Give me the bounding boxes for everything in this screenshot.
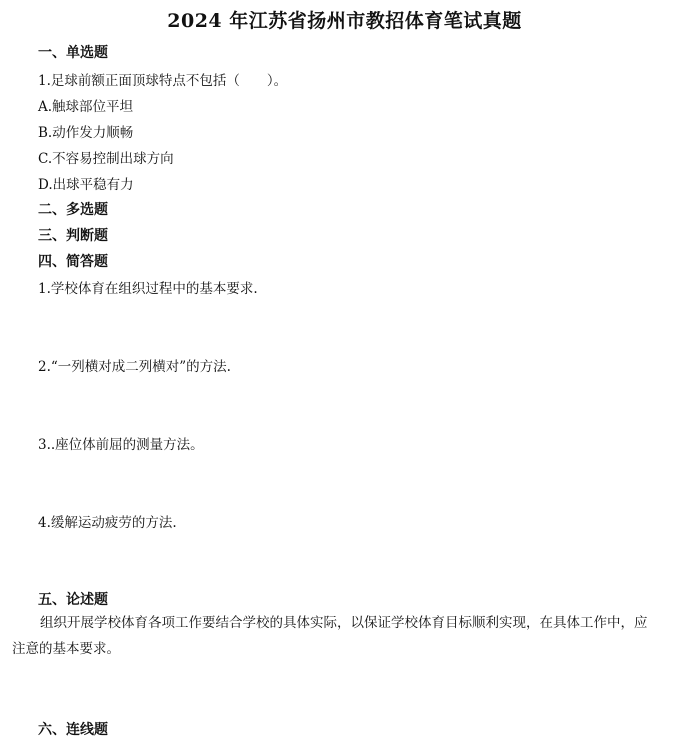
short-answer-question-1: 1.学校体育在组织过程中的基本要求. <box>38 281 258 297</box>
section-heading-multiple-choice: 二、多选题 <box>38 202 108 218</box>
section-heading-short-answer: 四、简答题 <box>38 254 108 270</box>
option-a: A.触球部位平坦 <box>38 99 134 115</box>
short-answer-question-4: 4.缓解运动疲劳的方法. <box>38 515 177 531</box>
essay-question: 组织开展学校体育各项工作要结合学校的具体实际，以保证学校体育目标顺利实现，在具体工作中，应注意的基本要求。 <box>12 615 648 657</box>
option-c: C.不容易控制出球方向 <box>38 151 174 167</box>
section-heading-true-false: 三、判断题 <box>38 228 108 244</box>
question-text: 1.足球前额正面顶球特点不包括（ ）。 <box>38 73 288 89</box>
short-answer-question-2: 2.“一列横对成二列横对”的方法. <box>38 359 231 375</box>
option-d: D.出球平稳有力 <box>38 177 134 193</box>
section-heading-matching: 六、连线题 <box>38 722 108 738</box>
section-heading-single-choice: 一、单选题 <box>38 45 108 61</box>
page-title: 2024 年江苏省扬州市教招体育笔试真题 <box>167 10 522 32</box>
option-b: B.动作发力顺畅 <box>38 125 134 141</box>
section-heading-essay: 五、论述题 <box>38 592 108 608</box>
short-answer-question-3: 3..座位体前屈的测量方法。 <box>38 437 204 453</box>
